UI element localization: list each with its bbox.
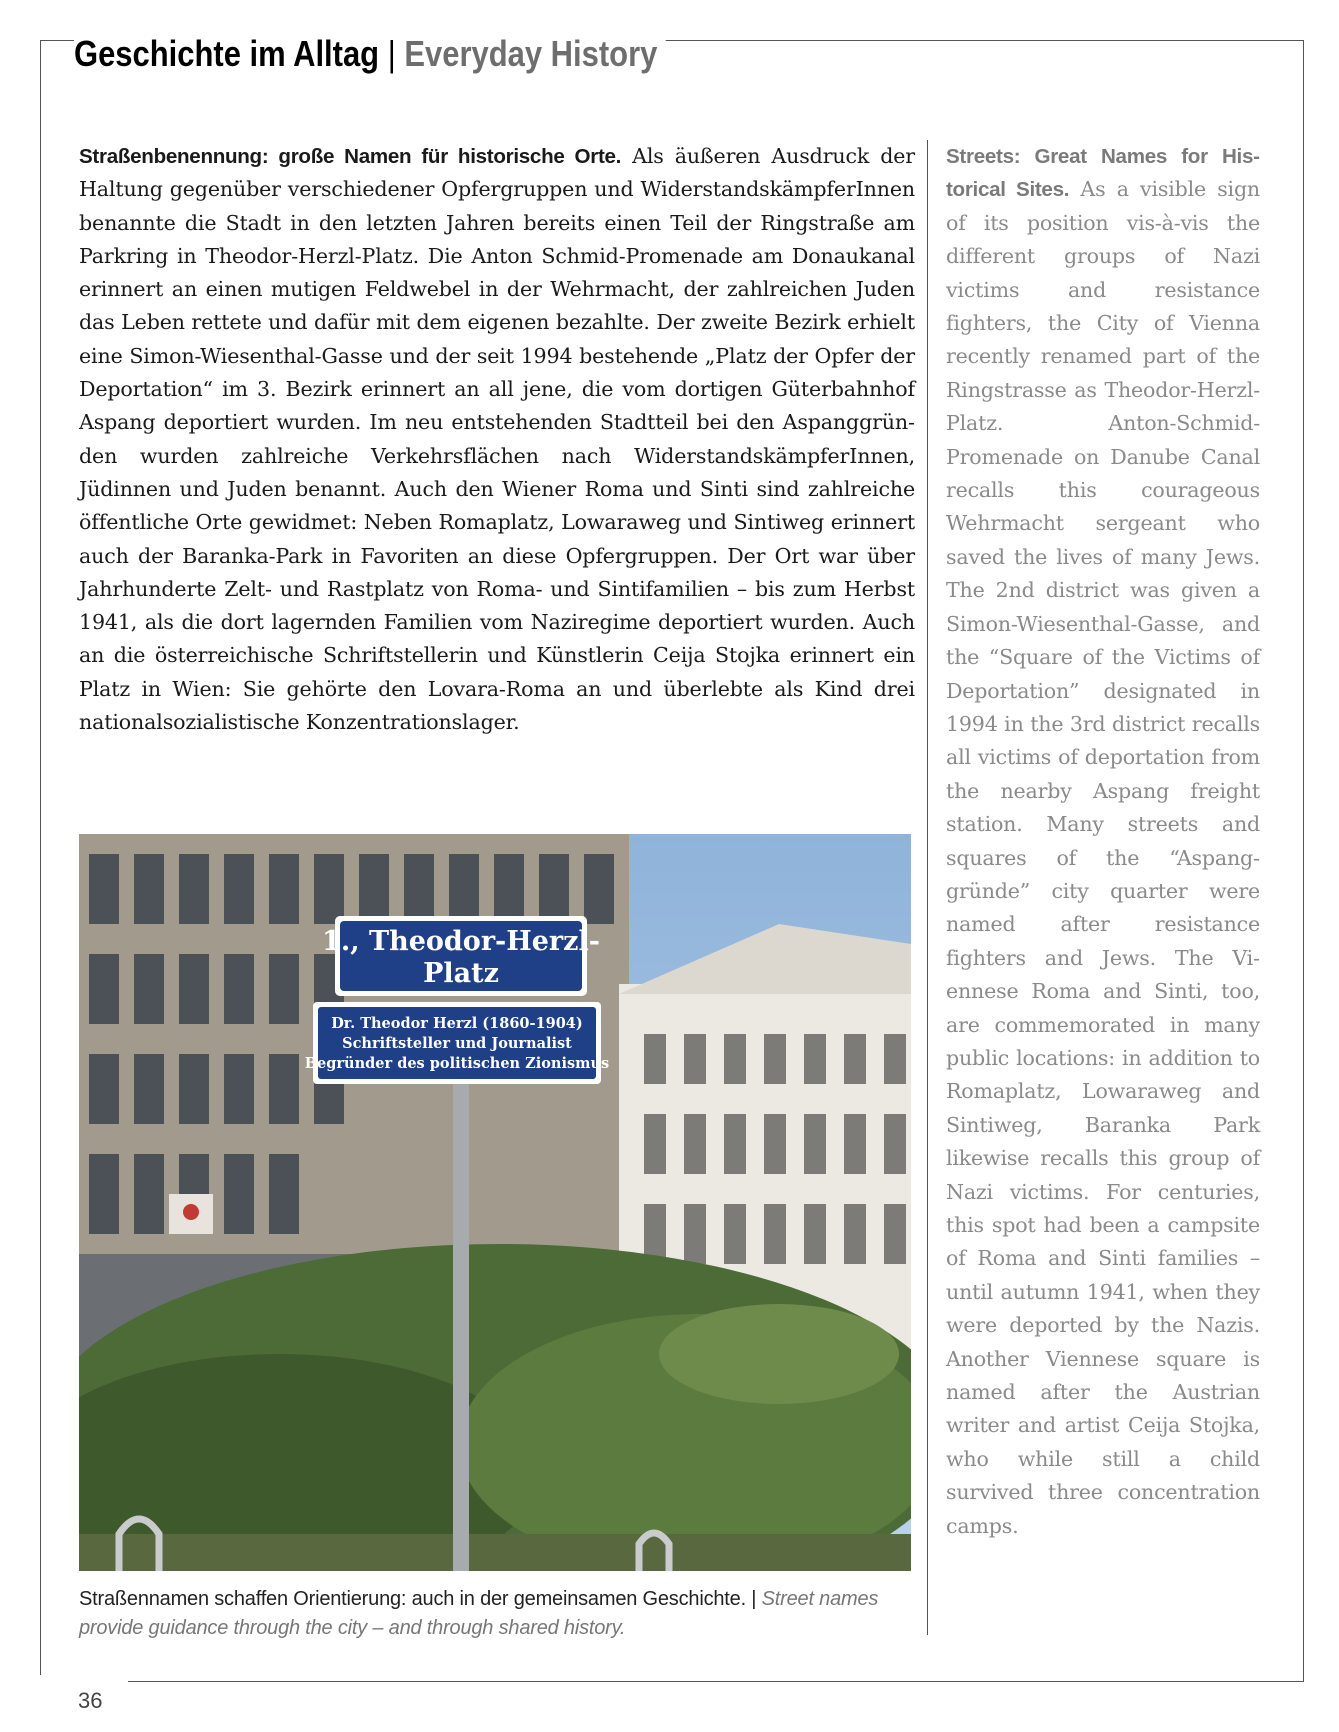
main-lead: Straßenbenennung: große Namen für historische Orte.: [79, 145, 622, 168]
caption-english: Street names provide guidance through the city – and through shared history.: [79, 1588, 879, 1639]
english-paragraph: [946, 140, 1260, 1543]
sign-main-line2: Platz: [423, 958, 499, 989]
caption-separator: |: [751, 1588, 757, 1610]
title-separator: |: [387, 33, 396, 74]
column-divider: [927, 140, 928, 1635]
photo-caption: [79, 1585, 919, 1643]
sign-main-line1: 1., Theodor-Herzl-: [322, 926, 600, 957]
main-column: [79, 140, 915, 739]
sign-sub-line2: Schriftsteller und Journalist: [342, 1035, 572, 1052]
main-paragraph: [79, 140, 915, 739]
sign-sub-line1: Dr. Theodor Herzl (1860-1904): [331, 1015, 583, 1032]
english-lead: Streets: Great Names for Historical Sites.: [946, 145, 1260, 202]
page-number: 36: [78, 1688, 103, 1713]
caption-german: Straßennamen schaffen Orientierung: auch in der gemeinsamen Geschichte.: [79, 1588, 746, 1610]
english-body: As a visible sign of its position vis-à-vis the different groups of Nazi victims and resistance fighters, the City of Vienna recently renamed part of the Ringstrasse as Theodor-Herzl-Platz. Anton-Schmid-Promenade on Danube Canal recalls this courageous Wehrmacht sergeant who saved the lives of many Jews. The 2nd district was given a Simon-Wiesenthal-Gasse, and the “Square of the Victims of Deportation” designated in 1994 in the 3rd district recalls all victims of deportation from the nearby Aspang freight station. Many streets and squares of the “Aspanggründe” city quarter were named after resistance fighters and Jews. The Viennese Roma and Sinti, too, are commemorated in many public locations: in addition to Romaplatz, Lowaraweg and Sintiweg, Baranka Park likewise recalls this group of Nazi victims. For centuries, this spot had been a campsite of Roma and Sinti families – until autumn 1941, when they were deported by the Nazis. Another Viennese square is named after the Austrian writer and artist Ceija Stojka, who while still a child survived three concentration camps.: [946, 177, 1260, 1538]
sign-sub-line3: Begründer des politischen Zionismus: [304, 1055, 610, 1072]
title-english: Everyday History: [404, 33, 658, 74]
english-column: [946, 140, 1260, 1543]
page-title: [74, 30, 666, 78]
street-sign-photo: [79, 834, 911, 1571]
main-body: Als äußeren Ausdruck der Haltung gegenüber verschiedener Opfergruppen und WiderstandskämpferInnen benannte die Stadt in den letzten Jahren bereits einen Teil der Ringstraße am Parkring in Theodor-Herzl-Platz. Die Anton Schmid-Promenade am Donaukanal erinnert an einen mutigen Feldwebel in der Wehrmacht, der zahlreichen Juden das Leben rettete und dafür mit dem eigenen bezahlte. Der zweite Bezirk erhielt eine Simon-Wiesenthal-Gasse und der seit 1994 bestehende „Platz der Opfer der Deportation“ im 3. Bezirk erinnert an all jene, die vom dortigen Güterbahnhof Aspang deportiert wurden. Im neu entstehenden Stadtteil bei den Aspanggründen wurden zahlreiche Verkehrsflächen nach WiderstandskämpferInnen, Jüdinnen und Juden benannt. Auch den Wiener Roma und Sinti sind zahlreiche öffentliche Orte gewidmet: Neben Romaplatz, Lowaraweg und Sintiweg erinnert auch der Baranka-Park in Favoriten an diese Opfergruppen. Der Ort war über Jahrhunderte Zelt- und Rastplatz von Roma- und Sintifamilien – bis zum Herbst 1941, als die dort lagernden Familien vom Naziregime deportiert wurden. Auch an die österreichische Schriftstellerin und Künstlerin Ceija Stojka erinnert ein Platz in Wien: Sie gehörte den Lovara-Roma an und überlebte als Kind drei nationalsozialistische Konzentrationslager.: [79, 144, 915, 735]
title-german: Geschichte im Alltag: [74, 33, 380, 74]
